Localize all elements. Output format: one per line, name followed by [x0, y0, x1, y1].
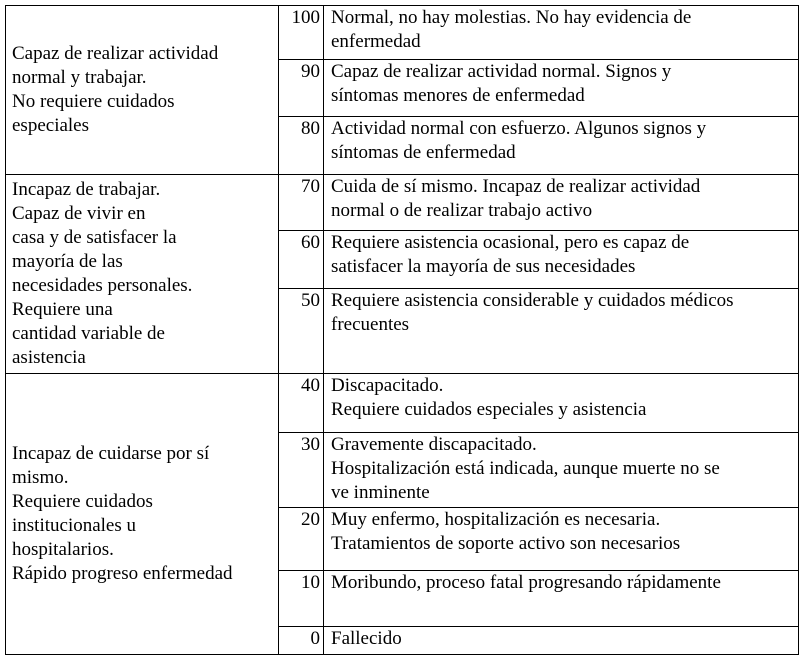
description-cell: [324, 175, 799, 231]
category-line: necesidades personales.: [12, 275, 193, 296]
description-line: Requiere cuidados especiales y asistencia: [331, 399, 647, 420]
category-line: casa y de satisfacer la: [12, 227, 177, 248]
category-line: especiales: [12, 115, 90, 136]
category-line: Incapaz de trabajar.: [12, 179, 161, 200]
description-cell: [324, 231, 799, 289]
description-line: síntomas menores de enfermedad: [331, 85, 585, 106]
description-line: Requiere asistencia ocasional, pero es capaz de: [331, 232, 690, 253]
score-cell: 60: [279, 231, 324, 289]
score-cell: 20: [279, 508, 324, 571]
score-cell: 70: [279, 175, 324, 231]
description-cell: [324, 60, 799, 117]
category-line: normal y trabajar.: [12, 67, 147, 88]
category-cell-unable-to-work: [6, 175, 279, 374]
description-line: frecuentes: [331, 314, 410, 335]
category-line: No requiere cuidados: [12, 91, 175, 112]
category-cell-able-to-work: [6, 6, 279, 175]
description-line: Requiere asistencia considerable y cuidados médicos: [331, 290, 734, 311]
category-line: cantidad variable de: [12, 323, 165, 344]
description-line: normal o de realizar trabajo activo: [331, 200, 593, 221]
description-line: Tratamientos de soporte activo son necesarios: [331, 533, 681, 554]
description-cell: [324, 374, 799, 433]
score-cell: 50: [279, 289, 324, 374]
description-line: Discapacitado.: [331, 375, 444, 396]
description-cell: [324, 6, 799, 60]
description-line: Moribundo, proceso fatal progresando rápidamente: [331, 572, 721, 593]
score-cell: 90: [279, 60, 324, 117]
description-cell: [324, 571, 799, 627]
category-line: institucionales u: [12, 515, 137, 536]
description-line: Capaz de realizar actividad normal. Signos y: [331, 61, 672, 82]
category-line: asistencia: [12, 347, 86, 368]
category-line: Requiere cuidados: [12, 491, 153, 512]
table-row: [6, 175, 799, 231]
category-line: Incapaz de cuidarse por sí: [12, 443, 210, 464]
description-line: Gravemente discapacitado.: [331, 434, 537, 455]
score-cell: 0: [279, 627, 324, 655]
description-line: Cuida de sí mismo. Incapaz de realizar actividad: [331, 176, 701, 197]
table-row: [6, 374, 799, 433]
category-line: mismo.: [12, 467, 69, 488]
description-line: enfermedad: [331, 31, 421, 52]
description-line: síntomas de enfermedad: [331, 142, 516, 163]
description-cell: [324, 508, 799, 571]
description-line: Fallecido: [331, 628, 402, 649]
score-cell: 100: [279, 6, 324, 60]
score-cell: 30: [279, 433, 324, 508]
score-cell: 40: [279, 374, 324, 433]
description-line: Normal, no hay molestias. No hay evidencia de: [331, 7, 692, 28]
category-line: Rápido progreso enfermedad: [12, 563, 233, 584]
category-line: hospitalarios.: [12, 539, 114, 560]
description-cell: [324, 289, 799, 374]
description-line: Actividad normal con esfuerzo. Algunos signos y: [331, 118, 707, 139]
score-cell: 10: [279, 571, 324, 627]
category-line: mayoría de las: [12, 251, 123, 272]
description-line: satisfacer la mayoría de sus necesidades: [331, 256, 636, 277]
table-row: [6, 6, 799, 60]
category-cell-unable-to-self-care: [6, 374, 279, 655]
description-cell: [324, 433, 799, 508]
description-line: Muy enfermo, hospitalización es necesaria.: [331, 509, 661, 530]
category-line: Capaz de realizar actividad: [12, 43, 219, 64]
category-line: Capaz de vivir en: [12, 203, 146, 224]
category-line: Requiere una: [12, 299, 113, 320]
description-cell: [324, 627, 799, 655]
description-line: ve inminente: [331, 482, 430, 503]
score-cell: 80: [279, 117, 324, 175]
karnofsky-scale-table: [5, 5, 799, 655]
description-line: Hospitalización está indicada, aunque muerte no se: [331, 458, 720, 479]
description-cell: [324, 117, 799, 175]
